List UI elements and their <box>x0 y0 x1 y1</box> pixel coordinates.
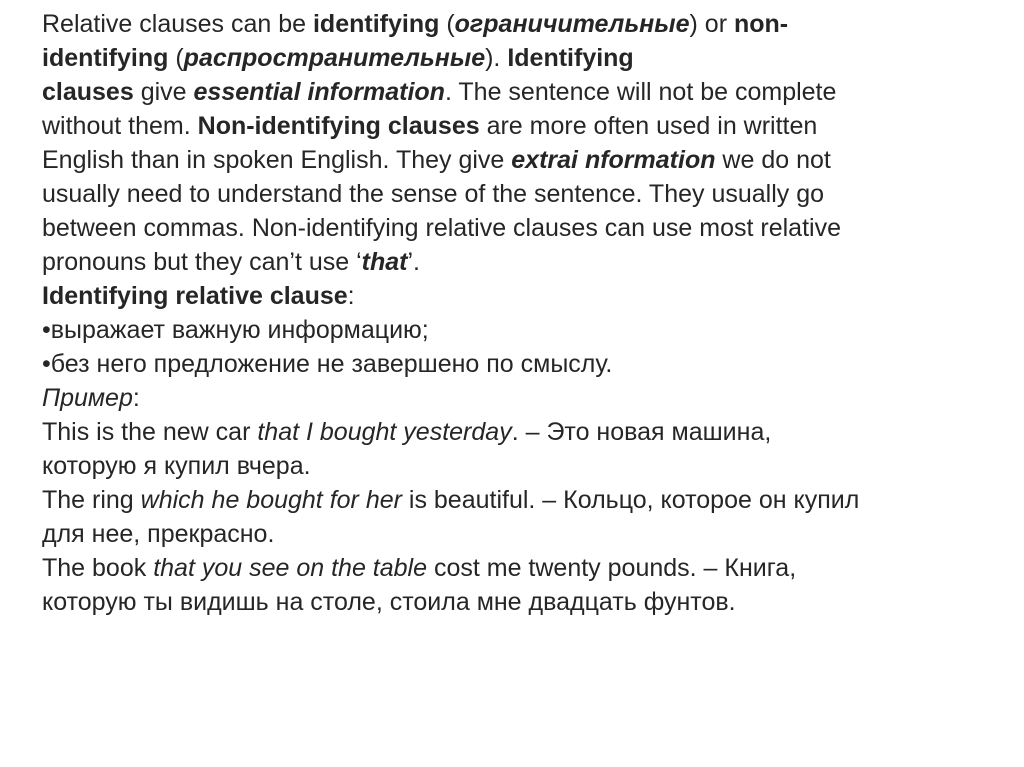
text-run: are more often used in written <box>479 112 818 140</box>
example-clause: which he bought for her <box>140 486 402 514</box>
section-heading <box>42 279 1002 313</box>
text-run: : <box>132 384 140 412</box>
text-run: we do not <box>715 146 831 174</box>
term-identifying-clauses-end: clauses <box>42 78 134 106</box>
text-run: Relative clauses can be <box>42 10 313 38</box>
term-identifying-clauses-start: Identifying <box>507 44 634 72</box>
bullet-item: •без него предложение не завершено по смыслу. <box>42 350 613 378</box>
text-run: ). <box>485 44 508 72</box>
term-non-identifying-start: non- <box>733 10 789 38</box>
term-identifying: identifying <box>312 10 440 38</box>
text-run: . – Это новая машина, <box>511 418 772 446</box>
text-line-8 <box>42 245 1002 279</box>
example-clause: that I bought yesterday <box>257 418 512 446</box>
example-sentence <box>42 415 1002 449</box>
term-that: that <box>361 248 408 276</box>
text-line-2 <box>42 41 1002 75</box>
term-russian-non-identifying: распространительные <box>183 44 486 72</box>
text-run: cost me twenty pounds. – Книга, <box>427 554 797 582</box>
text-line-6: usually need to understand the sense of the sentence. They usually go <box>42 180 825 208</box>
example-sentence <box>42 483 1002 517</box>
example-clause: that you see on the table <box>153 554 428 582</box>
text-line-1 <box>42 7 1002 41</box>
slide-text <box>42 7 1002 619</box>
text-run: is beautiful. – Кольцо, которое он купил <box>401 486 860 514</box>
term-non-identifying-end: identifying <box>42 44 169 72</box>
text-run: without them. <box>42 112 198 140</box>
text-line-3 <box>42 75 1002 109</box>
text-line-7: between commas. Non-identifying relative clauses can use most relative <box>42 214 841 242</box>
term-non-identifying-clauses: Non-identifying clauses <box>197 112 480 140</box>
text-line-5 <box>42 143 1002 177</box>
text-line-4 <box>42 109 1002 143</box>
text-run: ( <box>439 10 455 38</box>
text-run: ’. <box>407 248 420 276</box>
text-run: The ring <box>42 486 141 514</box>
term-extra-information: extrai nformation <box>511 146 716 174</box>
text-run: . The sentence will not be complete <box>444 78 837 106</box>
example-translation: которую ты видишь на столе, стоила мне двадцать фунтов. <box>42 588 736 616</box>
text-run: ) or <box>689 10 734 38</box>
text-run: pronouns but they can’t use ‘ <box>42 248 362 276</box>
text-run: ( <box>168 44 184 72</box>
example-sentence <box>42 551 1002 585</box>
text-run: give <box>133 78 194 106</box>
term-essential-information: essential information <box>193 78 445 106</box>
text-run: The book <box>42 554 154 582</box>
text-run: This is the new car <box>42 418 258 446</box>
heading-identifying-relative-clause: Identifying relative clause <box>42 282 348 310</box>
text-run: : <box>347 282 355 310</box>
example-label-text: Пример <box>42 384 133 412</box>
bullet-item: •выражает важную информацию; <box>42 316 429 344</box>
example-translation: которую я купил вчера. <box>42 452 311 480</box>
example-translation: для нее, прекрасно. <box>42 520 275 548</box>
example-label <box>42 381 1002 415</box>
text-run: English than in spoken English. They give <box>42 146 512 174</box>
term-russian-identifying: ограничительные <box>454 10 690 38</box>
